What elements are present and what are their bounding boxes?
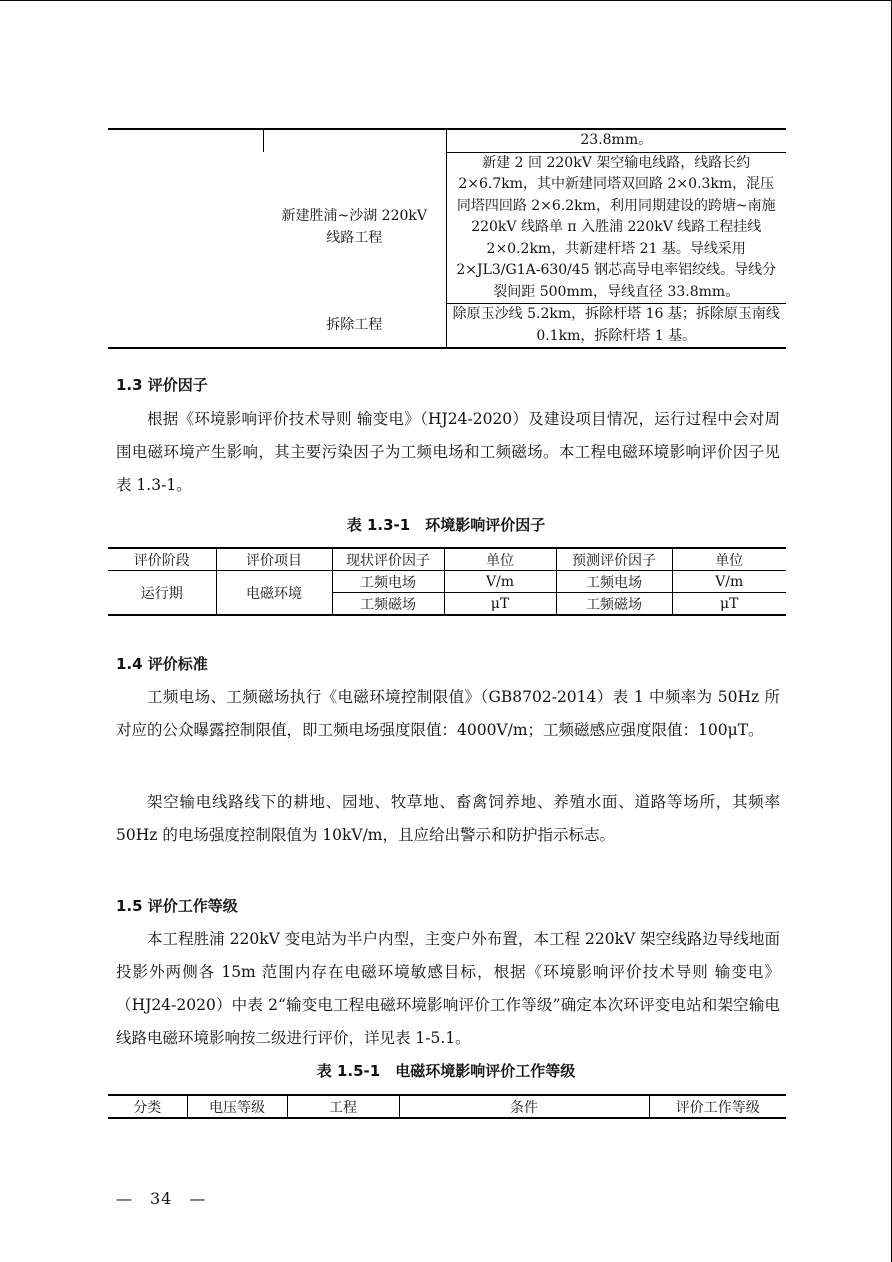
- table-cell: μT: [444, 593, 556, 616]
- table-header: 预测评价因子: [556, 548, 672, 571]
- table-cell: V/m: [444, 571, 556, 593]
- table-caption: 表 1.3-1 环境影响评价因子: [346, 516, 546, 534]
- section-heading: 1.3 评价因子: [116, 376, 208, 394]
- table-header: 电压等级: [187, 1095, 287, 1118]
- page-top-border: [0, 0, 892, 1]
- table-empty-cell: [108, 129, 263, 348]
- project-description-cell: 新建 2 回 220kV 架空输电线路，线路长约 2×6.7km，其中新建同塔双回路 2×0.3km，混压同塔四回路 2×6.2km，利用同期建设的跨塘~南施 220kV 线路单 π 入胜浦 220kV 线路工程挂线 2×0.2km，共新建杆塔 21 基。导线采用 2×JL3/G1A-630/45 钢芯高导电率铝绞线。导线分裂间距 500mm，导线直径 33.8mm。: [446, 152, 786, 304]
- table-header: 评价项目: [216, 548, 332, 571]
- table-cell: 23.8mm。: [446, 129, 786, 152]
- table-cell: 工频磁场: [556, 593, 672, 616]
- table-header: 单位: [444, 548, 556, 571]
- table-cell: 电磁环境: [216, 571, 332, 616]
- table-cell: V/m: [672, 571, 786, 593]
- evaluation-factor-table: [108, 547, 786, 616]
- evaluation-grade-table: [108, 1094, 786, 1119]
- table-header: 条件: [399, 1095, 649, 1118]
- table-cell: μT: [672, 593, 786, 616]
- project-description-cell: 除原玉沙线 5.2km，拆除杆塔 16 基；拆除原玉南线 0.1km，拆除杆塔 1 基。: [446, 304, 786, 349]
- page-number: — 34 —: [116, 1189, 207, 1208]
- table-header: 分类: [133, 1099, 162, 1116]
- table-caption: 表 1.5-1 电磁环境影响评价工作等级: [316, 1062, 576, 1080]
- project-composition-table: [108, 128, 786, 349]
- paragraph: 工频电场、工频磁场执行《电磁环境控制限值》（GB8702-2014）表 1 中频率为 50Hz 所对应的公众曝露控制限值，即工频电场强度限值：4000V/m；工频磁感应强度限值：100μT。: [116, 688, 780, 739]
- table-header: 单位: [672, 548, 786, 571]
- paragraph: 架空输电线路线下的耕地、园地、牧草地、畜禽饲养地、养殖水面、道路等场所，其频率 50Hz 的电场强度控制限值为 10kV/m，且应给出警示和防护指示标志。: [116, 793, 780, 844]
- table-header: 评价阶段: [108, 548, 216, 571]
- project-name-cell: 拆除工程: [326, 316, 383, 333]
- table-cell: [263, 129, 446, 152]
- table-header: 工程: [287, 1095, 399, 1118]
- table-header: 评价工作等级: [649, 1095, 786, 1118]
- section-heading: 1.4 评价标准: [116, 655, 208, 673]
- paragraph: 本工程胜浦 220kV 变电站为半户内型，主变户外布置，本工程 220kV 架空线路边导线地面投影外两侧各 15m 范围内存在电磁环境敏感目标，根据《环境影响评价技术导则 输变电》（HJ24-2020）中表 2“输变电工程电磁环境影响评价工作等级”确定本次环评变电站和架空输电线路电磁环境影响按二级进行评价，详见表 1-5.1。: [116, 930, 780, 1047]
- paragraph: 根据《环境影响评价技术导则 输变电》（HJ24-2020）及建设项目情况，运行过程中会对周围电磁环境产生影响，其主要污染因子为工频电场和工频磁场。本工程电磁环境影响评价因子见表 1.3-1。: [116, 410, 780, 494]
- table-cell: 工频电场: [332, 571, 444, 593]
- table-cell: 工频电场: [556, 571, 672, 593]
- section-heading: 1.5 评价工作等级: [116, 897, 238, 915]
- table-header: 现状评价因子: [332, 548, 444, 571]
- table-cell: 运行期: [108, 571, 216, 616]
- project-name-cell: 新建胜浦~沙湖 220kV 线路工程: [281, 208, 427, 246]
- table-cell: 工频磁场: [332, 593, 444, 616]
